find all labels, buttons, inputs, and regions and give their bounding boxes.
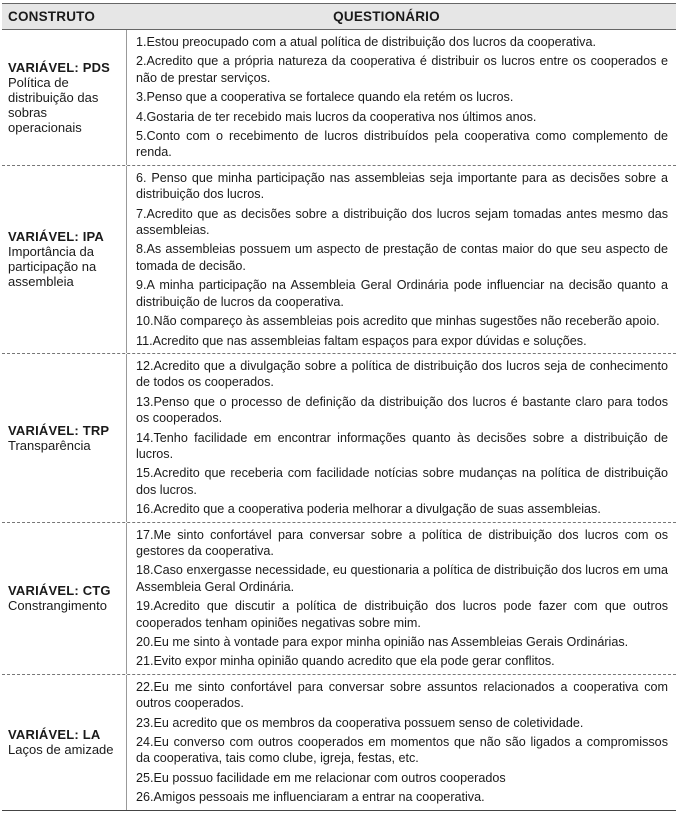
question-item: 26.Amigos pessoais me influenciaram a entrar na cooperativa. (136, 790, 485, 805)
question-item: 18.Caso enxergasse necessidade, eu questionaria a política de distribuição dos lucros em uma Assembleia Geral Ordinária. (136, 563, 668, 594)
question-item: 19.Acredito que discutir a política de distribuição dos lucros pode fazer com que outros cooperados tenham opiniões negativas sobre mim. (136, 599, 668, 630)
question-list (127, 166, 676, 353)
variable-name: VARIÁVEL: IPA (8, 229, 105, 245)
question-item: 22.Eu me sinto confortável para conversar sobre assuntos relacionados a cooperativa com outros cooperados. (136, 679, 668, 711)
question-item: 12.Acredito que a divulgação sobre a política de distribuição dos lucros seja de conhecimento de todos os cooperados. (136, 358, 668, 390)
question-item: 3.Penso que a cooperativa se fortalece quando ela retém os lucros. (136, 90, 514, 105)
question-item: 25.Eu possuo facilidade em me relacionar com outros cooperados (136, 770, 506, 785)
question-item: 8.As assembleias possuem um aspecto de prestação de contas maior do que seu aspecto de tomada de decisão. (136, 242, 668, 273)
construct-cell (2, 523, 127, 674)
question-item: 16.Acredito que a cooperativa poderia melhorar a divulgação de suas assembleias. (136, 502, 601, 517)
question-item: 13.Penso que o processo de definição da distribuição dos lucros é bastante claro para todos os cooperados. (136, 394, 668, 426)
question-item: 11.Acredito que nas assembleias faltam espaços para expor dúvidas e soluções. (136, 333, 587, 348)
question-list (127, 30, 676, 165)
construct-group (2, 523, 676, 675)
question-list (127, 354, 676, 522)
question-item: 1.Estou preocupado com a atual política de distribuição dos lucros da cooperativa. (136, 35, 596, 49)
question-item: 21.Evito expor minha opinião quando acredito que ela pode gerar conflitos. (136, 654, 555, 669)
question-item: 7.Acredito que as decisões sobre a distribuição dos lucros sejam tomadas antes mesmo das assembleias. (136, 206, 668, 238)
header-questionario: QUESTIONÁRIO (333, 9, 440, 24)
variable-name: VARIÁVEL: LA (8, 727, 101, 743)
variable-name: VARIÁVEL: PDS (8, 59, 111, 75)
questionnaire-table (2, 3, 676, 811)
question-item: 9.A minha participação na Assembleia Geral Ordinária pode influenciar na decisão quanto a distribuição de lucros da cooperativa. (136, 278, 668, 309)
header-construto: CONSTRUTO (8, 9, 96, 24)
question-item: 20.Eu me sinto à vontade para expor minha opinião nas Assembleias Gerais Ordinárias. (136, 635, 629, 649)
construct-group (2, 354, 676, 523)
construct-group (2, 675, 676, 810)
question-item: 2.Acredito que a própria natureza da cooperativa é distribuir os lucros entre os cooperados e não de prestar serviços. (136, 54, 668, 85)
question-item: 10.Não compareço às assembleias pois acredito que minhas sugestões não receberão apoio. (136, 314, 660, 329)
construct-cell (2, 675, 127, 810)
question-item: 24.Eu converso com outros cooperados em momentos que não são ligados a compromissos da cooperativa, tais como clube, igreja, festas, etc. (136, 735, 668, 766)
construct-group (2, 30, 676, 166)
variable-description: Transparência (8, 437, 91, 453)
variable-description: Laços de amizade (8, 742, 114, 758)
question-item: 4.Gostaria de ter recebido mais lucros da cooperativa nos últimos anos. (136, 109, 537, 124)
table-header (2, 3, 676, 30)
variable-name: VARIÁVEL: CTG (8, 583, 111, 599)
construct-group (2, 166, 676, 354)
variable-description: Constrangimento (8, 598, 107, 614)
question-item: 15.Acredito que receberia com facilidade notícias sobre mudanças na política de distribuição dos lucros. (136, 466, 668, 497)
construct-cell (2, 166, 127, 353)
variable-description: Política de distribuição das sobras operacionais (8, 74, 99, 135)
question-item: 5.Conto com o recebimento de lucros distribuídos pela cooperativa como complemento de renda. (136, 129, 668, 160)
variable-name: VARIÁVEL: TRP (8, 422, 110, 438)
construct-cell (2, 30, 127, 165)
question-list (127, 675, 676, 810)
question-item: 6. Penso que minha participação nas assembleias seja importante para as decisões sobre a distribuição dos lucros. (136, 170, 668, 202)
variable-description: Importância da participação na assembleia (8, 244, 97, 290)
question-item: 14.Tenho facilidade em encontrar informações quanto às decisões sobre a distribuição de lucros. (136, 430, 668, 461)
table-body (2, 30, 676, 810)
construct-cell (2, 354, 127, 522)
question-item: 23.Eu acredito que os membros da cooperativa possuem senso de coletividade. (136, 715, 584, 730)
question-item: 17.Me sinto confortável para conversar sobre a política de distribuição dos lucros com os gestores da cooperativa. (136, 527, 668, 558)
question-list (127, 523, 676, 674)
